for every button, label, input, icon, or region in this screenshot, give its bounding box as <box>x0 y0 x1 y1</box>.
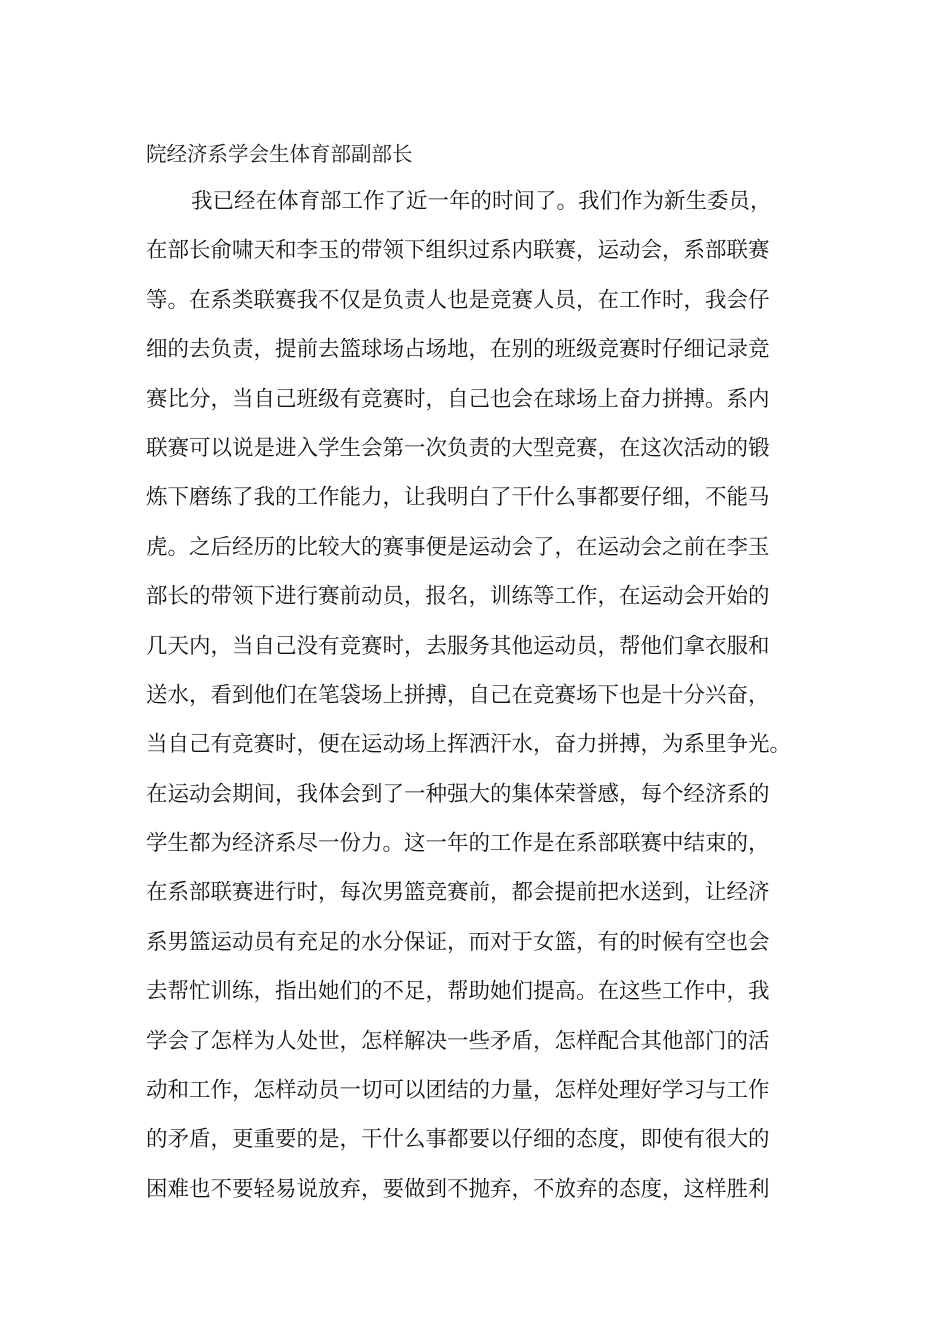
paragraph-line: 几天内，当自己没有竞赛时，去服务其他运动员，帮他们拿衣服和 <box>146 633 770 659</box>
paragraph-line: 赛比分，当自己班级有竞赛时，自己也会在球场上奋力拼搏。系内 <box>146 386 770 412</box>
paragraph-line: 等。在系类联赛我不仅是负责人也是竞赛人员，在工作时，我会仔 <box>146 287 770 313</box>
paragraph-line: 送水，看到他们在笔袋场上拼搏，自己在竞赛场下也是十分兴奋， <box>146 682 770 708</box>
paragraph-line: 虎。之后经历的比较大的赛事便是运动会了，在运动会之前在李玉 <box>146 534 770 560</box>
paragraph-line: 在系部联赛进行时，每次男篮竞赛前，都会提前把水送到，让经济 <box>146 880 770 906</box>
document-heading: 院经济系学会生体育部副部长 <box>146 142 413 166</box>
paragraph-line: 去帮忙训练，指出她们的不足，帮助她们提高。在这些工作中，我 <box>146 979 770 1005</box>
document-body <box>146 184 826 1221</box>
paragraph-line: 部长的带领下进行赛前动员，报名，训练等工作，在运动会开始的 <box>146 584 770 610</box>
paragraph-line: 动和工作，怎样动员一切可以团结的力量，怎样处理好学习与工作 <box>146 1078 770 1104</box>
paragraph-line: 学会了怎样为人处世，怎样解决一些矛盾，怎样配合其他部门的活 <box>146 1028 770 1054</box>
paragraph-line: 炼下磨练了我的工作能力，让我明白了干什么事都要仔细，不能马 <box>146 485 770 511</box>
paragraph-line: 细的去负责，提前去篮球场占场地，在别的班级竞赛时仔细记录竞 <box>146 337 770 363</box>
paragraph-line: 系男篮运动员有充足的水分保证，而对于女篮，有的时候有空也会 <box>146 929 770 955</box>
paragraph-line: 当自己有竞赛时，便在运动场上挥洒汗水，奋力拼搏，为系里争光。 <box>146 732 792 758</box>
paragraph-line: 在运动会期间，我体会到了一种强大的集体荣誉感，每个经济系的 <box>146 781 770 807</box>
paragraph-line: 联赛可以说是进入学生会第一次负责的大型竞赛，在这次活动的锻 <box>146 435 770 461</box>
paragraph-line: 我已经在体育部工作了近一年的时间了。我们作为新生委员， <box>191 189 772 214</box>
paragraph-line: 在部长俞啸天和李玉的带领下组织过系内联赛，运动会，系部联赛 <box>146 238 770 264</box>
paragraph-line: 困难也不要轻易说放弃，要做到不抛弃，不放弃的态度，这样胜利 <box>146 1176 770 1202</box>
paragraph-line: 的矛盾，更重要的是，干什么事都要以仔细的态度，即使有很大的 <box>146 1127 770 1153</box>
paragraph-line: 学生都为经济系尽一份力。这一年的工作是在系部联赛中结束的， <box>146 831 770 857</box>
